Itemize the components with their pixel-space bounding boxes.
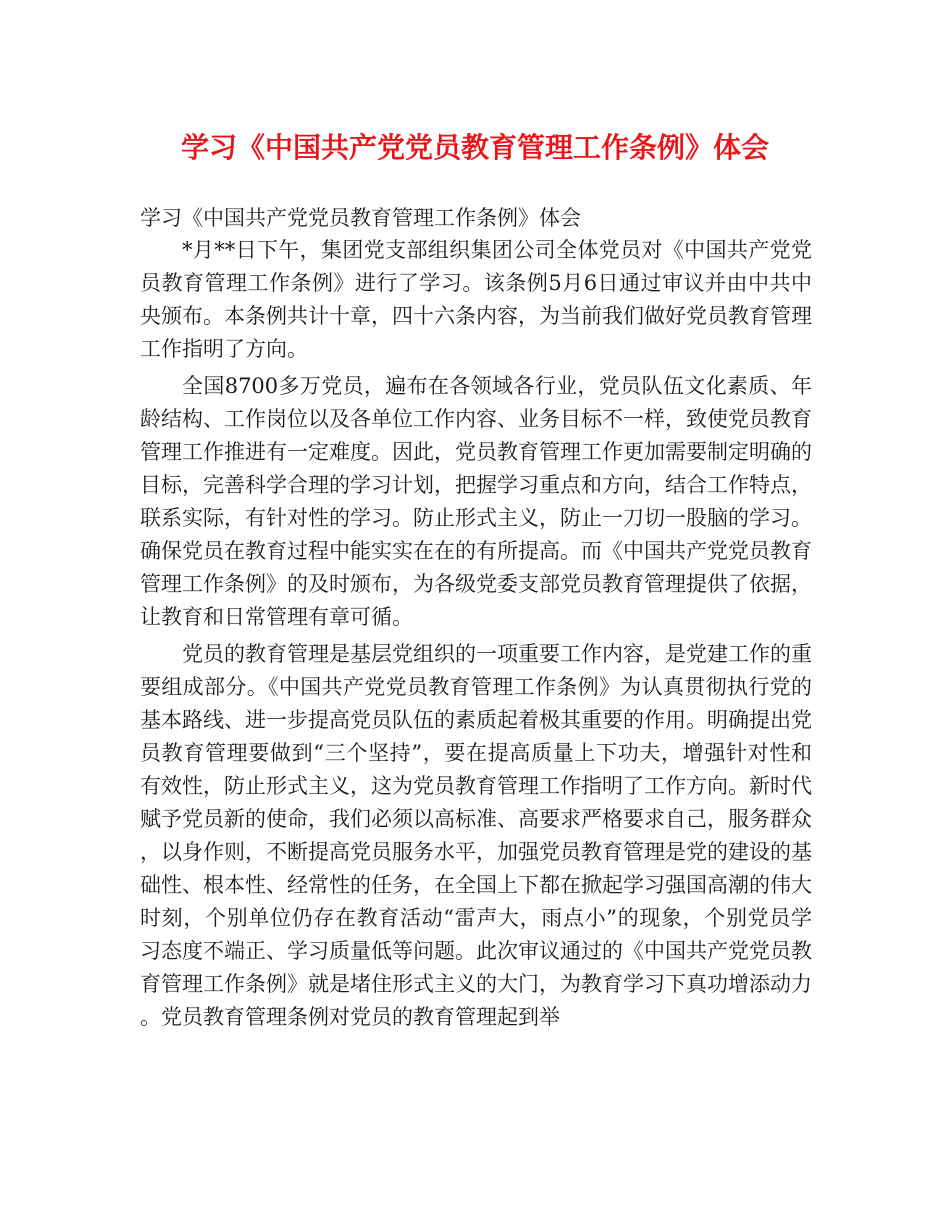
document-body <box>140 202 812 1038</box>
paragraph-3: 党员的教育管理是基层党组织的一项重要工作内容，是党建工作的重要组成部分。《中国共产党党员教育管理工作条例》为认真贯彻执行党的基本路线、进一步提高党员队伍的素质起着极其重要的作用。明确提出党员教育管理要做到“三个坚持”，要在提高质量上下功夫，增强针对性和有效性，防止形式主义，这为党员教育管理工作指明了工作方向。新时代赋予党员新的使命，我们必须以高标准、高要求严格要求自己，服务群众，以身作则，不断提高党员服务水平，加强党员教育管理是党的建设的基础性、根本性、经常性的任务，在全国上下都在掀起学习强国高潮的伟大时刻，个别单位仍存在教育活动“雷声大，雨点小”的现象，个别党员学习态度不端正、学习质量低等问题。此次审议通过的《中国共产党党员教育管理工作条例》就是堵住形式主义的大门，为教育学习下真功增添动力。党员教育管理条例对党员的教育管理起到举 <box>140 642 812 1029</box>
paragraph-1: *月**日下午，集团党支部组织集团公司全体党员对《中国共产党党员教育管理工作条例》进行了学习。该条例5月6日通过审议并由中共中央颁布。本条例共计十章，四十六条内容，为当前我们做好党员教育管理工作指明了方向。 <box>140 238 812 361</box>
document-subtitle: 学习《中国共产党党员教育管理工作条例》体会 <box>140 206 581 230</box>
paragraph-2: 全国8700多万党员，遍布在各领域各行业，党员队伍文化素质、年龄结构、工作岗位以及各单位工作内容、业务目标不一样，致使党员教育管理工作推进有一定难度。因此，党员教育管理工作更加需要制定明确的目标，完善科学合理的学习计划，把握学习重点和方向，结合工作特点，联系实际，有针对性的学习。防止形式主义，防止一刀切一股脑的学习。确保党员在教育过程中能实实在在的有所提高。而《中国共产党党员教育管理工作条例》的及时颁布，为各级党委支部党员教育管理提供了依据，让教育和日常管理有章可循。 <box>140 374 812 629</box>
document-title: 学习《中国共产党党员教育管理工作条例》体会 <box>180 131 769 164</box>
